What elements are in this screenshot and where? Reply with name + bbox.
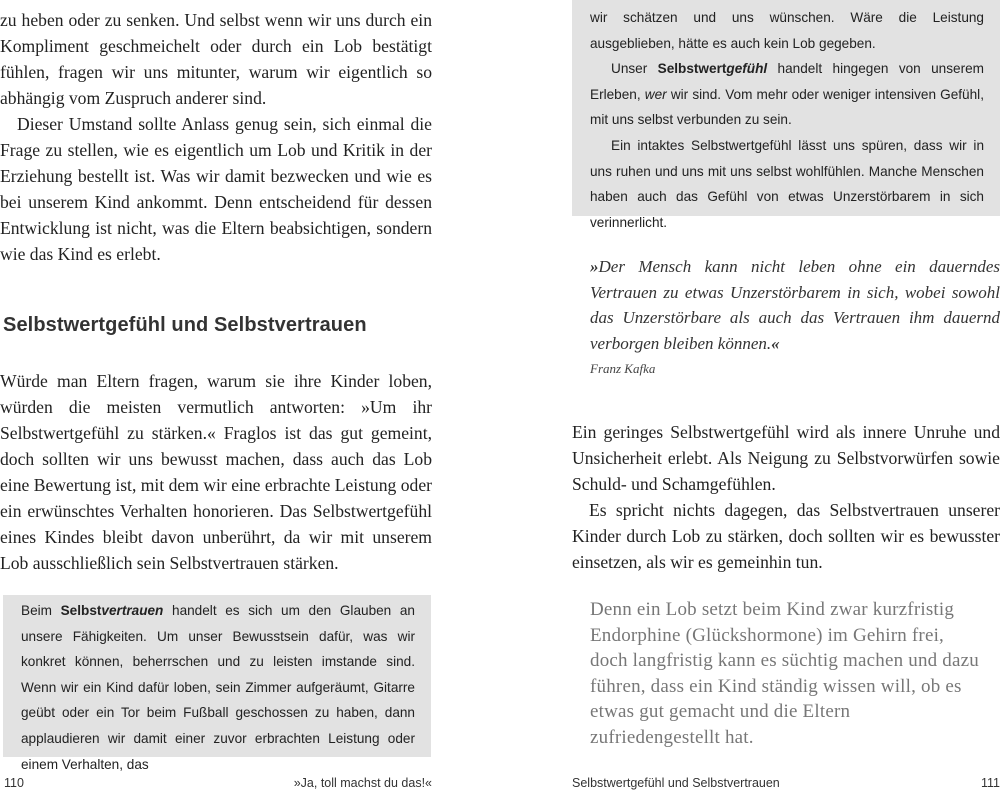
quote-author: Franz Kafka: [590, 361, 656, 376]
box-p2-mid: handelt hingegen von unserem Erleben,: [590, 61, 984, 102]
quote-open-mark: »: [590, 257, 599, 276]
right-paragraph-1: Ein geringes Selbstwertgefühl wird als innere Unruhe und Unsicherheit erlebt. Als Neigung zu Selbstvorwürfen sowie Schuld- und Schamgefühlen.: [572, 422, 1000, 494]
quote-text: Der Mensch kann nicht leben ohne ein dauerndes Vertrauen zu etwas Unzerstörbarem in sich, wobei sowohl das Unzerstörbare als auch das Vertrauen ihm dauernd verborgen bleiben können.: [590, 257, 1000, 353]
box-p2-bold-italic: gefühl: [726, 61, 768, 77]
box-p2-italic: wer: [644, 86, 667, 102]
kafka-quote: [590, 254, 1000, 356]
selbstvertrauen-info-box: [3, 595, 431, 772]
box-term-bold-italic: vertrauen: [101, 603, 164, 618]
box-line-1: wir schätzen und uns wünschen. Wäre die Leistung ausgeblieben, hätte es auch kein Lob gegeben.: [590, 10, 984, 51]
selbstwertgefuehl-info-box: [572, 0, 1000, 230]
box-paragraph-3: Ein intaktes Selbstwertgefühl lässt uns spüren, dass wir in uns ruhen und uns mit uns selbst wohlfühlen. Manche Menschen haben auch das Gefühl von etwas Unzerstörbarem in sich verinnerlicht.: [590, 137, 984, 230]
running-title-left: »Ja, toll machst du das!«: [293, 776, 432, 790]
quote-close-mark: «: [771, 333, 780, 353]
box-p2-pre: Unser: [611, 61, 658, 77]
box-term-bold: Selbst: [60, 603, 102, 618]
box-pre-text: Beim: [21, 603, 61, 618]
left-paragraph-3: Würde man Eltern fragen, warum sie ihre Kinder loben, würden die meisten vermutlich antworten: »Um ihr Selbstwertgefühl zu stärken.« Fraglos ist das gut gemeint, doch sollten wir uns bewusst machen, dass auch das Lob eine Bewertung ist, mit dem wir eine erbrachte Leistung oder ein erwünschtes Verhalten honorieren. Das Selbstwertgefühl eines Kindes bleibt davon unberührt, da wir mit unserem Lob ausschließlich sein Selbstvertrauen stärken.: [0, 371, 432, 573]
pull-quote-callout: Denn ein Lob setzt beim Kind zwar kurzfristig Endorphine (Glückshormone) im Gehirn frei, doch langfristig kann es süchtig machen und dazu führen, dass ein Kind ständig wissen will, ob es etwas gut gemacht und die Eltern zufriedengestellt hat.: [590, 599, 979, 748]
running-title-right: Selbstwertgefühl und Selbstvertrauen: [572, 776, 780, 790]
box-p2-post: wir sind. Vom mehr oder weniger intensiven Gefühl, mit uns selbst verbunden zu sein.: [590, 86, 984, 128]
page-number-right: 111: [980, 776, 1000, 790]
box-p2-bold: Selbstwert: [657, 61, 727, 77]
right-page: [568, 0, 1000, 800]
box-body-text: handelt es sich um den Glauben an unsere Fähigkeiten. Um unser Bewusstsein dafür, was wir konkret können, beherrschen und zu leisten imstande sind. Wenn wir ein Kind dafür loben, sein Zimmer aufgeräumt, Gitarre geübt oder ein Tor beim Fußball geschossen zu haben, dann applaudieren wir damit einer zuvor erbrachten Leistung oder einem Verhalten, das: [21, 603, 415, 772]
page-number-left: 110: [4, 776, 24, 790]
section-heading: Selbstwertgefühl und Selbstvertrauen: [3, 314, 367, 336]
right-paragraph-2: Es spricht nichts dagegen, das Selbstvertrauen unserer Kinder durch Lob zu stärken, doch sollten wir es bewusster einsetzen, als wir es gemeinhin tun.: [572, 500, 1000, 572]
left-paragraph-2: Dieser Umstand sollte Anlass genug sein, sich einmal die Frage zu stellen, wie es eigentlich um Lob und Kritik in der Erziehung bestellt ist. Was wir damit bezwecken und wie es bei unserem Kind ankommt. Denn entscheidend für dessen Entwicklung ist nicht, was die Eltern beabsichtigen, sondern wie das Kind es erlebt.: [0, 114, 432, 264]
left-paragraph-1: zu heben oder zu senken. Und selbst wenn wir uns durch ein Kompliment geschmeichelt oder durch ein Lob bestätigt fühlen, fragen wir uns mitunter, warum wir eigentlich so abhängig vom Zuspruch anderer sind.: [0, 10, 432, 108]
left-page: [0, 0, 432, 800]
